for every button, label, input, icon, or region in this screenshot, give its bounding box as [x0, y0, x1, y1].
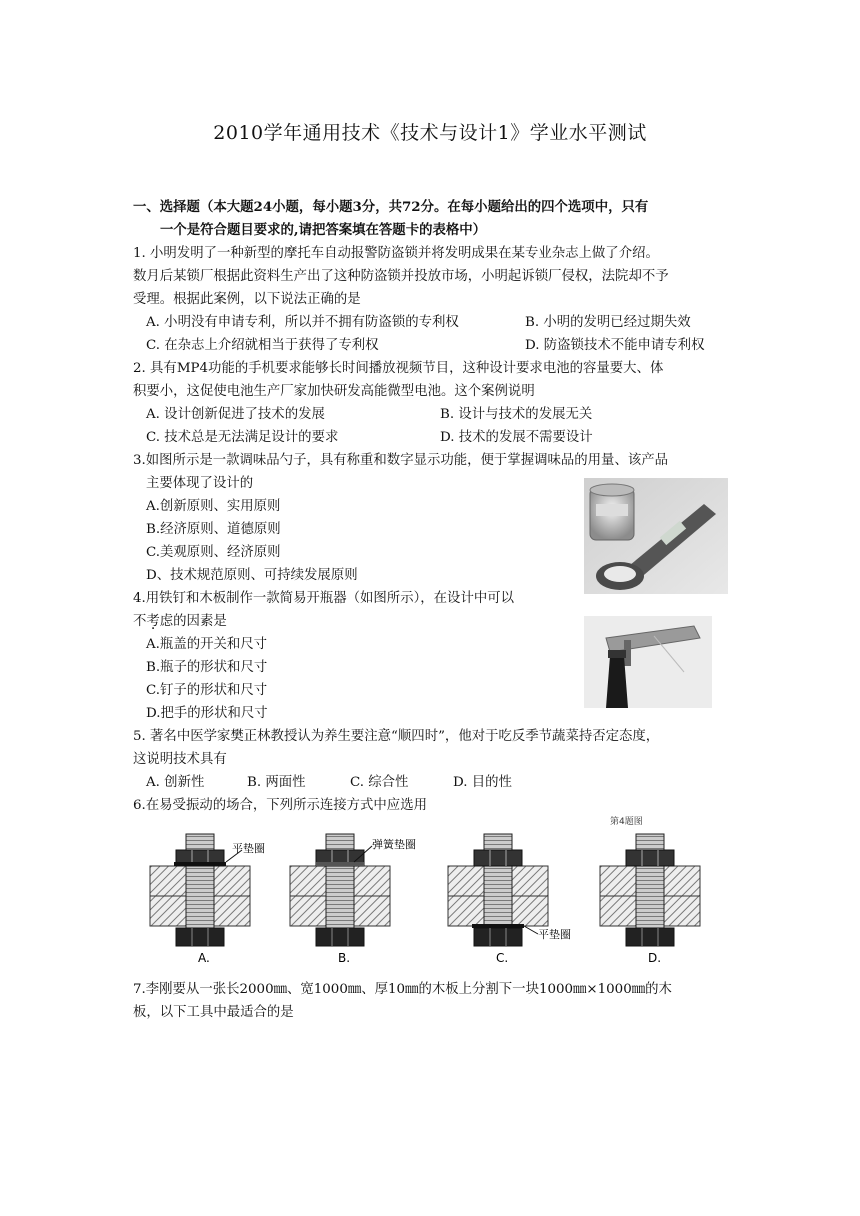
q1-option-c: C. 在杂志上介绍就相当于获得了专利权: [146, 338, 379, 353]
fig-label-washer-c: 平垫圈: [538, 928, 571, 941]
q1-stem-line1: 1. 小明发明了一种新型的摩托车自动报警防盗锁并将发明成果在某专业杂志上做了介绍。: [133, 246, 659, 261]
q5-stem-line2: 这说明技术具有: [133, 752, 227, 767]
q1-stem-line3: 受理。根据此案例，以下说法正确的是: [133, 292, 361, 307]
q4-option-d: D.把手的形状和尺寸: [146, 706, 268, 721]
q3-option-b: B.经济原则、道德原则: [146, 522, 281, 537]
q4-option-b: B.瓶子的形状和尺寸: [146, 660, 268, 675]
q6-stem: 6.在易受振动的场合，下列所示连接方式中应选用: [133, 798, 427, 813]
q7-stem-line1: 7.李刚要从一张长2000㎜、宽1000㎜、厚10㎜的木板上分割下一块1000㎜×1000㎜的木: [133, 982, 672, 997]
q4-stem-line2-rest: 的因素是: [173, 614, 227, 629]
section-heading-line1: 一、选择题（本大题24小题，每小题3分，共72分。在每小题给出的四个选项中，只有: [133, 199, 649, 215]
q4-emphasis: 不考虑: [133, 614, 174, 629]
q3-stem-line2: 主要体现了设计的: [146, 476, 254, 491]
q3-option-d: D、技术规范原则、可持续发展原则: [146, 568, 358, 583]
fig-label-washer-a: 平垫圈: [232, 842, 265, 855]
page-title: 2010学年通用技术《技术与设计1》学业水平测试: [213, 122, 647, 144]
q4-option-c: C.钉子的形状和尺寸: [146, 683, 268, 698]
q2-stem-line1: 2. 具有MP4功能的手机要求能够长时间播放视频节目，这种设计要求电池的容量要大、体: [133, 361, 664, 376]
q3-option-a: A.创新原则、实用原则: [146, 499, 281, 514]
q5-option-c: C. 综合性: [350, 775, 409, 790]
q1-option-b: B. 小明的发明已经过期失效: [525, 315, 691, 330]
q4-option-a: A.瓶盖的开关和尺寸: [146, 637, 268, 652]
fig-corner-label: 第4题图: [610, 817, 643, 827]
q2-option-a: A. 设计创新促进了技术的发展: [146, 407, 325, 422]
measuring-spoon-photo: [584, 478, 728, 594]
q1-stem-line2: 数月后某锁厂根据此资料生产出了这种防盗锁并投放市场，小明起诉锁厂侵权，法院却不予: [133, 269, 669, 284]
fig-label-a: A.: [198, 951, 210, 965]
section-heading-line2: 一个是符合题目要求的,请把答案填在答题卡的表格中）: [160, 222, 487, 238]
q6-bolt-figure: [140, 812, 710, 976]
q2-option-b: B. 设计与技术的发展无关: [440, 407, 593, 422]
bottle-opener-photo: [584, 616, 712, 708]
fig-label-c: C.: [496, 951, 509, 965]
q2-option-c: C. 技术总是无法满足设计的要求: [146, 430, 339, 445]
q3-stem-line1: 3.如图所示是一款调味品勺子，具有称重和数字显示功能，便于掌握调味品的用量、该产品: [133, 453, 669, 468]
q5-option-b: B. 两面性: [247, 775, 306, 790]
fig-label-b: B.: [338, 951, 351, 965]
fig-label-washer-b: 弹簧垫圈: [372, 838, 416, 851]
q3-option-c: C.美观原则、经济原则: [146, 545, 281, 560]
q2-stem-line2: 积要小，这促使电池生产厂家加快研发高能微型电池。这个案例说明: [133, 384, 535, 399]
q2-option-d: D. 技术的发展不需要设计: [440, 430, 593, 445]
q5-stem-line1: 5. 著名中医学家樊正林教授认为养生要注意“顺四时”，他对于吃反季节蔬菜持否定态度，: [133, 729, 660, 744]
fig-label-d: D.: [648, 951, 662, 965]
q7-stem-line2: 板，以下工具中最适合的是: [133, 1005, 294, 1020]
q5-option-d: D. 目的性: [453, 775, 512, 790]
q1-option-d: D. 防盗锁技术不能申请专利权: [525, 338, 705, 353]
q5-option-a: A. 创新性: [146, 775, 205, 790]
q1-option-a: A. 小明没有申请专利，所以并不拥有防盗锁的专利权: [146, 315, 459, 330]
q4-stem-line2: [133, 610, 227, 633]
q4-stem-line1: 4.用铁钉和木板制作一款简易开瓶器（如图所示），在设计中可以: [133, 591, 515, 606]
